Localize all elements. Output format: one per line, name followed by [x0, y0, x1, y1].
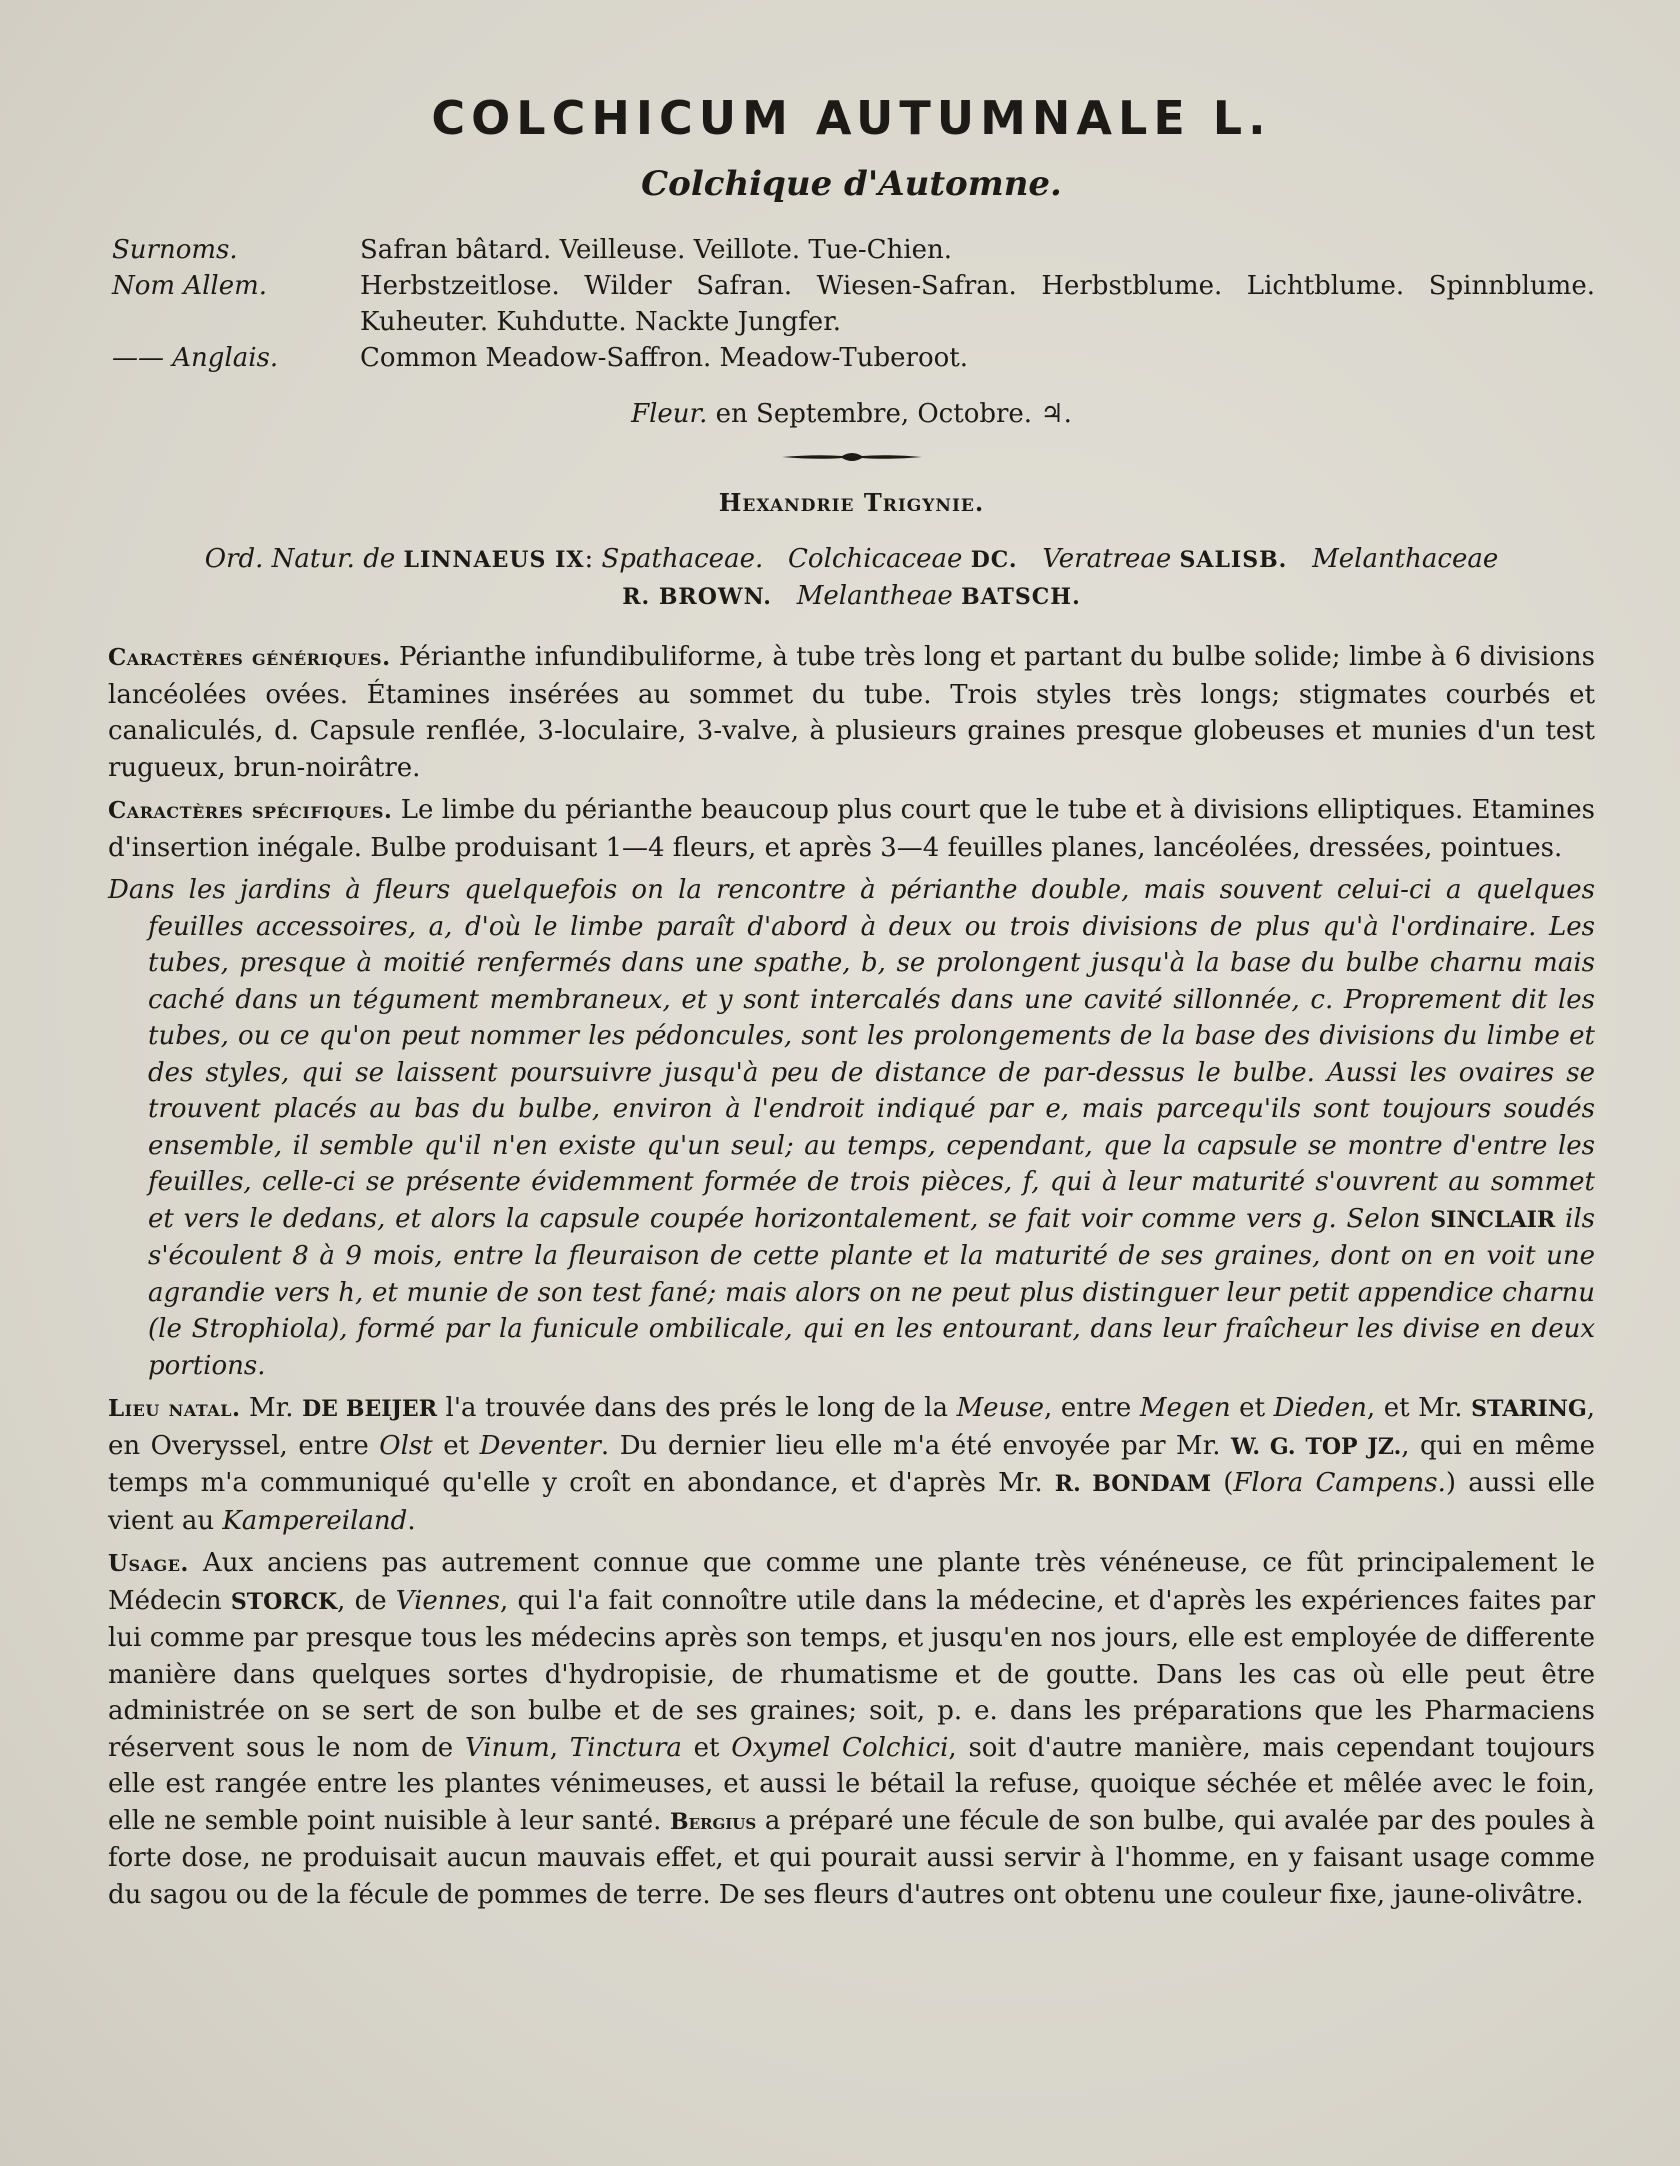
ord-batsch: BATSCH. [961, 584, 1081, 610]
ord-melantheae: Melantheae [796, 581, 953, 611]
usage-bergius: Bergius [669, 1808, 757, 1835]
usage-text: et [681, 1732, 732, 1763]
habitat-bondam: R. BONDAM [1054, 1471, 1212, 1497]
flower-text: en Septembre, Octobre. ♃. [707, 399, 1072, 429]
ord-rbrown: R. BROWN. [622, 584, 772, 610]
note-sinclair: SINCLAIR [1430, 1206, 1556, 1233]
ord-prefix: Ord. Natur. de [204, 544, 404, 574]
habitat-lead: Lieu natal. [108, 1395, 241, 1422]
specific-text: Le limbe du périanthe beaucoup plus court que le tube et à divisions elliptiques. Etamines d'insertion inégale. Bulbe produisant 1—4 fleurs, et après 3—4 feuilles planes, lancéolées, dressées, pointues. [108, 795, 1596, 863]
specific-lead: Caractères spécifiques. [108, 797, 393, 824]
classification-heading: Hexandrie Trigynie. [718, 488, 985, 517]
habitat-text: , et Mr. [1366, 1393, 1472, 1423]
habitat-staring: STARING [1471, 1396, 1587, 1422]
italic-note [108, 872, 1595, 1384]
ornament-divider [782, 450, 922, 464]
usage-vinum: Vinum [464, 1732, 550, 1763]
habitat-dieden: Dieden [1273, 1393, 1367, 1423]
specific-characters [108, 792, 1595, 866]
name-row-surnoms [108, 232, 1595, 268]
name-label: —— Anglais. [112, 343, 279, 373]
name-row-anglais [108, 340, 1595, 376]
note-part2: ils s'écoulent 8 à 9 mois, entre la fleuraison de cette plante et la maturité de ses graines, dont on en voit une agrandie vers h, et munie de son test fané; mais alors on ne peut plus distinguer leur petit appendice charnu (le Strophiola), formé par la funicule ombilicale, qui en les entourant, dans leur fraîcheur les divise en deux portions. [148, 1203, 1595, 1381]
name-value: Herbstzeitlose. Wilder Safran. Wiesen-Safran. Herbstblume. Lichtblume. Spinnblume. Kuheuter. Kuhdutte. Nackte Jungfer. [360, 271, 1595, 337]
habitat-text: . [407, 1505, 416, 1536]
flower-label: Fleur. [631, 399, 708, 429]
habitat-top: W. G. TOP JZ. [1231, 1433, 1402, 1460]
name-label: Surnoms. [112, 235, 238, 265]
name-row-allemand [108, 268, 1595, 340]
usage-text: , [549, 1732, 570, 1763]
ord-dc: DC. [970, 547, 1018, 573]
names-block [108, 232, 1595, 376]
usage-text: a préparé une fécule de son bulbe, qui avalée par des poules à forte dose, ne produisait aucun mauvais effet, et qui pourait aussi servir à l'homme, en y faisant usage comme du sagou ou de la fécule de pommes de terre. De ses fleurs d'autres ont obtenu une couleur fixe, jaune-olivâtre. [108, 1805, 1595, 1910]
usage-tinctura: Tinctura [569, 1732, 682, 1763]
ord-colon: : [584, 544, 602, 574]
usage-text: Aux anciens pas autrement connue que comme une plante très vénéneuse, ce fût principalement le Médecin [108, 1548, 1595, 1616]
ord-spath: Spathaceae. [601, 544, 764, 574]
usage-paragraph [108, 1545, 1595, 1913]
page-subtitle: Colchique d'Automne. [641, 164, 1062, 204]
name-value: Safran bâtard. Veilleuse. Veillote. Tue-Chien. [360, 235, 953, 265]
habitat-megen: Megen [1139, 1393, 1231, 1423]
name-value: Common Meadow-Saffron. Meadow-Tuberoot. [360, 343, 968, 373]
habitat-text: , en Overyssel, entre [108, 1393, 1596, 1461]
usage-text: , soit d'autre manière, mais cependant toujours elle est rangée entre les plantes vénimeuses, et aussi le bétail la refuse, quoique séchée et mêlée avec le foin, elle ne semble point nuisible à leur santé. [108, 1732, 1595, 1836]
habitat-text: Mr. [240, 1393, 303, 1423]
natural-order [108, 541, 1595, 615]
habitat-deventer: Deventer [479, 1430, 601, 1461]
ord-melanth: Melanthaceae [1312, 544, 1499, 574]
habitat-text: . Du dernier lieu elle m'a été envoyée par Mr. [600, 1430, 1232, 1461]
ord-verat: Veratreae [1042, 544, 1172, 574]
habitat-text: ) aussi elle vient au [108, 1468, 1595, 1536]
ord-colch: Colchicaceae [788, 544, 963, 574]
habitat-text: ( [1211, 1468, 1234, 1498]
usage-oxymel: Oxymel Colchici [731, 1732, 949, 1763]
page-title: COLCHICUM AUTUMNALE L. [431, 91, 1272, 145]
habitat-meuse: Meuse [956, 1393, 1045, 1423]
note-part1: Dans les jardins à fleurs quelquefois on la rencontre à périanthe double, mais souvent celui-ci a quelques feuilles accessoires, a, d'où le limbe paraît d'abord à deux ou trois divisions de plus qu'à l'ordinaire. Les tubes, presque à moitié renfermés dans une spathe, b, se prolongent jusqu'à la base du bulbe charnu mais caché dans un tégument membraneux, et y sont intercalés dans une cavité sillonnée, c. Proprement dit les tubes, ou ce qu'on peut nommer les pédoncules, sont les prolongements de la base des divisions du limbe et des styles, qui se laissent poursuivre jusqu'à peu de distance de par-dessus le bulbe. Aussi les ovaires se trouvent placés au bas du bulbe, environ à l'endroit indiqué par e, mais parcequ'ils sont toujours soudés ensemble, il semble qu'il n'en existe qu'un seul; au temps, cependant, que la capsule se montre d'entre les feuilles, celle-ci se présente évidemment formée de trois pièces, f, qui à leur maturité s'ouvrent au sommet et vers le dedans, et alors la capsule coupée horizontalement, se fait voir comme vers g. Selon [108, 875, 1595, 1234]
generic-text: Périanthe infundibuliforme, à tube très long et partant du bulbe solide; limbe à 6 divisions lancéolées ovées. Étamines insérées au sommet du tube. Trois styles très longs; stigmates courbés et canaliculés, d. Capsule renflée, 3-loculaire, 3-valve, à plusieurs graines presque globeuses et munies d'un test rugueux, brun-noirâtre. [108, 642, 1596, 783]
habitat-olst: Olst [379, 1430, 433, 1461]
habitat-text: , entre [1044, 1393, 1140, 1423]
usage-viennes: Viennes [395, 1585, 501, 1616]
habitat-kamper: Kampereiland [222, 1505, 408, 1536]
habitat-text: et [432, 1430, 480, 1461]
habitat-text: , qui en même temps m'a communiqué qu'elle y croît en abondance, et d'après Mr. [108, 1430, 1595, 1498]
generic-lead: Caractères génériques. [108, 644, 391, 671]
ord-salisb: SALISB. [1179, 547, 1288, 573]
generic-characters [108, 639, 1595, 786]
usage-text: , qui l'a fait connoître utile dans la médecine, et d'après les expériences faites par lui comme par presque tous les médecins après son temps, et jusqu'en nos jours, elle est employée de differente manière dans quelques sortes d'hydropisie, de rhumatisme et de goutte. Dans les cas où elle peut être administrée on se sert de son bulbe et de ses graines; soit, p. e. dans les préparations que les Pharmaciens réservent sous le nom de [108, 1585, 1595, 1763]
usage-text: , de [337, 1585, 396, 1616]
ord-linnaeus: LINNAEUS IX [403, 547, 585, 573]
habitat-text: l'a trouvée dans des prés le long de la [436, 1393, 957, 1423]
habitat-text: et [1230, 1393, 1274, 1423]
usage-lead: Usage. [108, 1550, 189, 1577]
name-label: Nom Allem. [112, 271, 268, 301]
usage-storck: STORCK [230, 1588, 338, 1615]
habitat-beijer: DE BEIJER [302, 1396, 437, 1422]
habitat-flora: Flora Campens. [1233, 1468, 1446, 1498]
habitat-paragraph [108, 1390, 1595, 1539]
flowering-line [108, 396, 1595, 432]
